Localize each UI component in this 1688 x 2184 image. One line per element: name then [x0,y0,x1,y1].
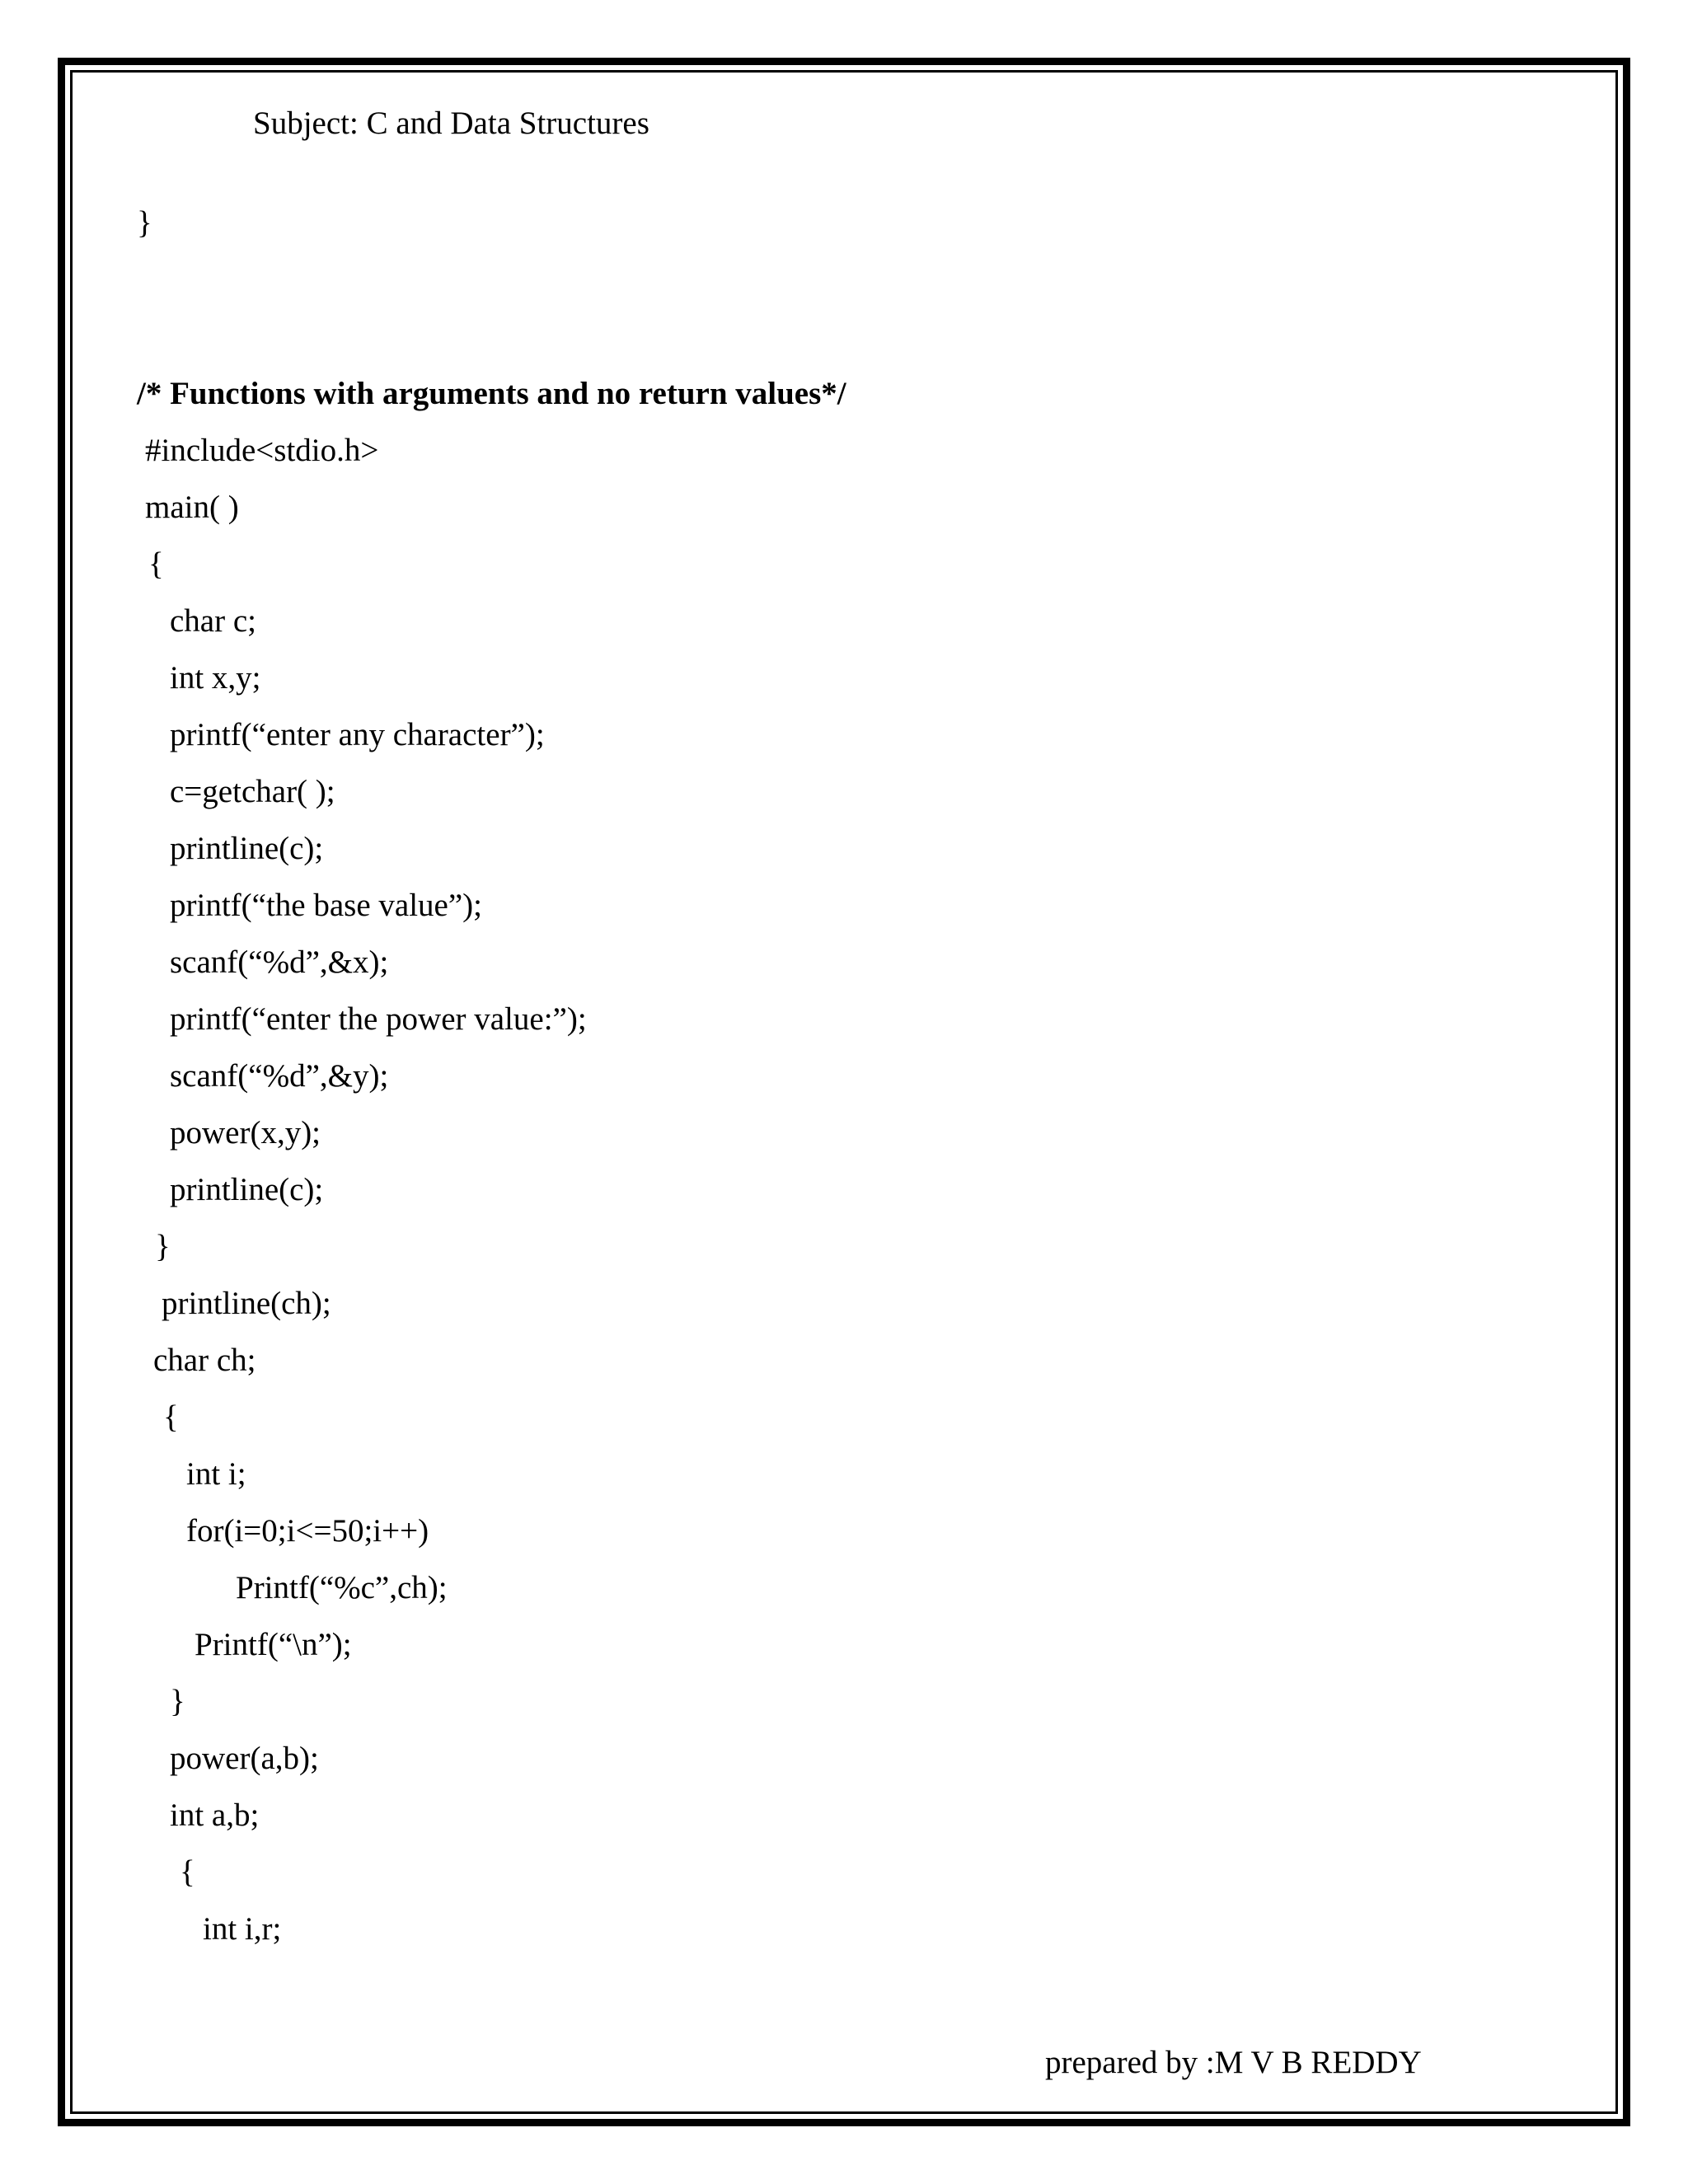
code-line: } [170,1684,185,1719]
code-line: scanf(“%d”,&y); [170,1058,389,1094]
code-line: Printf(“%c”,ch); [236,1570,448,1605]
code-closing-brace: } [137,205,152,241]
code-line: } [155,1229,171,1264]
code-line: main( ) [145,490,239,525]
code-line: power(a,b); [170,1741,319,1776]
section-comment: /* Functions with arguments and no return values*/ [137,376,846,411]
code-line: { [180,1854,195,1890]
code-line: int i; [186,1456,246,1492]
prepared-by-footer: prepared by :M V B REDDY [1045,2045,1422,2080]
subject-header: Subject: C and Data Structures [253,105,649,141]
code-line: printline(ch); [162,1286,331,1321]
code-line: { [163,1399,179,1435]
code-line: char ch; [153,1343,256,1378]
code-line: { [148,546,164,582]
code-line: printf(“enter any character”); [170,717,545,752]
code-line: printf(“the base value”); [170,888,482,923]
code-line: for(i=0;i<=50;i++) [186,1513,429,1549]
code-line: printline(c); [170,831,324,866]
code-line: power(x,y); [170,1115,321,1151]
code-line: Printf(“\n”); [195,1627,352,1662]
code-line: #include<stdio.h> [145,433,379,468]
code-line: printf(“enter the power value:”); [170,1001,587,1037]
code-line: printline(c); [170,1172,324,1207]
code-line: char c; [170,603,257,639]
code-line: int a,b; [170,1797,260,1833]
code-line: int i,r; [203,1911,282,1947]
code-line: scanf(“%d”,&x); [170,944,389,980]
code-line: c=getchar( ); [170,774,335,809]
code-line: int x,y; [170,660,261,696]
